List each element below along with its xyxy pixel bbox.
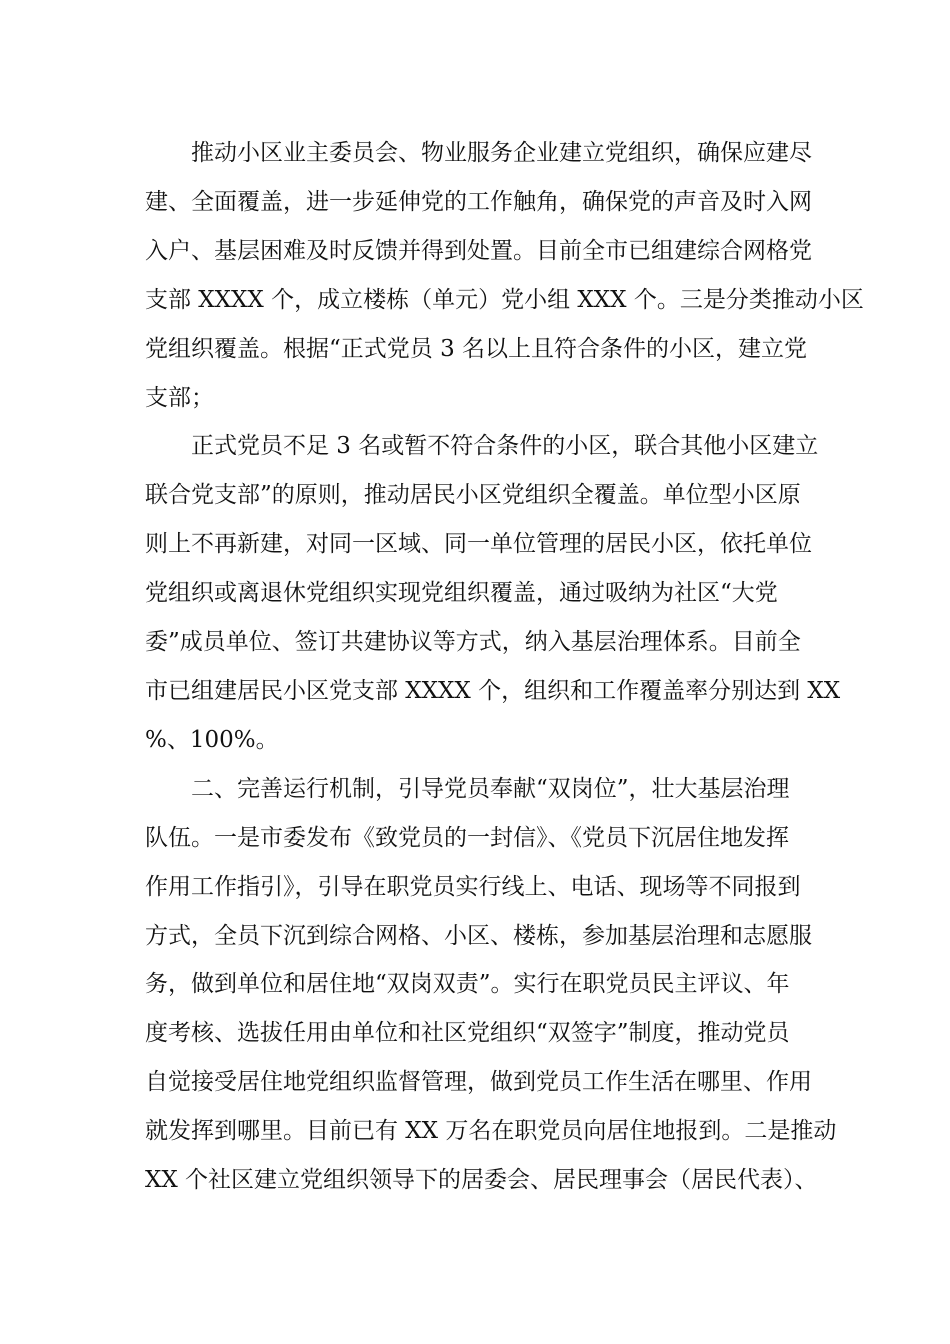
text-line: 支部 XXXX 个，成立楼栋（单元）党小组 XXX 个。三是分类推动小区 bbox=[145, 286, 864, 313]
text-line: 联合党支部”的原则，推动居民小区党组织全覆盖。单位型小区原 bbox=[145, 482, 801, 509]
text-line: 务，做到单位和居住地“双岗双责”。实行在职党员民主评议、年 bbox=[145, 971, 790, 998]
text-line: 推动小区业主委员会、物业服务企业建立党组织，确保应建尽 bbox=[191, 140, 812, 166]
text-line: 则上不再新建，对同一区域、同一单位管理的居民小区，依托单位 bbox=[145, 531, 812, 558]
text-line: 委”成员单位、签订共建协议等方式，纳入基层治理体系。目前全 bbox=[145, 629, 801, 656]
text-line: 正式党员不足 3 名或暂不符合条件的小区，联合其他小区建立 bbox=[191, 433, 819, 460]
text-line: 自觉接受居住地党组织监督管理，做到党员工作生活在哪里、作用 bbox=[145, 1069, 812, 1096]
text-line: 就发挥到哪里。目前已有 XX 万名在职党员向居住地报到。二是推动 bbox=[145, 1118, 837, 1145]
text-line: 支部； bbox=[145, 384, 214, 411]
text-line: 队伍。一是市委发布《致党员的一封信》、《党员下沉居住地发挥 bbox=[145, 824, 789, 851]
document-body bbox=[145, 129, 864, 1205]
text-line: 方式，全员下沉到综合网格、小区、楼栋，参加基层治理和志愿服 bbox=[145, 922, 812, 949]
paragraph-2 bbox=[145, 422, 841, 764]
text-line: 二、完善运行机制，引导党员奉献“双岗位”，壮大基层治理 bbox=[191, 775, 790, 802]
text-line: 建、全面覆盖，进一步延伸党的工作触角，确保党的声音及时入网 bbox=[145, 188, 812, 215]
text-line: 党组织或离退休党组织实现党组织覆盖，通过吸纳为社区“大党 bbox=[145, 580, 778, 607]
text-line: %、100%。 bbox=[145, 726, 279, 753]
text-line: XX 个社区建立党组织领导下的居委会、居民理事会（居民代表）、 bbox=[145, 1167, 818, 1194]
text-line: 度考核、选拔任用由单位和社区党组织“双签字”制度，推动党员 bbox=[145, 1020, 790, 1047]
text-line: 党组织覆盖。根据“正式党员 3 名以上且符合条件的小区，建立党 bbox=[145, 335, 808, 362]
text-line: 市已组建居民小区党支部 XXXX 个，组织和工作覆盖率分别达到 XX bbox=[145, 677, 841, 704]
paragraph-3 bbox=[145, 765, 837, 1205]
text-line: 入户、基层困难及时反馈并得到处置。目前全市已组建综合网格党 bbox=[145, 237, 812, 264]
text-line: 作用工作指引》，引导在职党员实行线上、电话、现场等不同报到 bbox=[145, 873, 801, 900]
paragraph-1 bbox=[145, 129, 864, 422]
